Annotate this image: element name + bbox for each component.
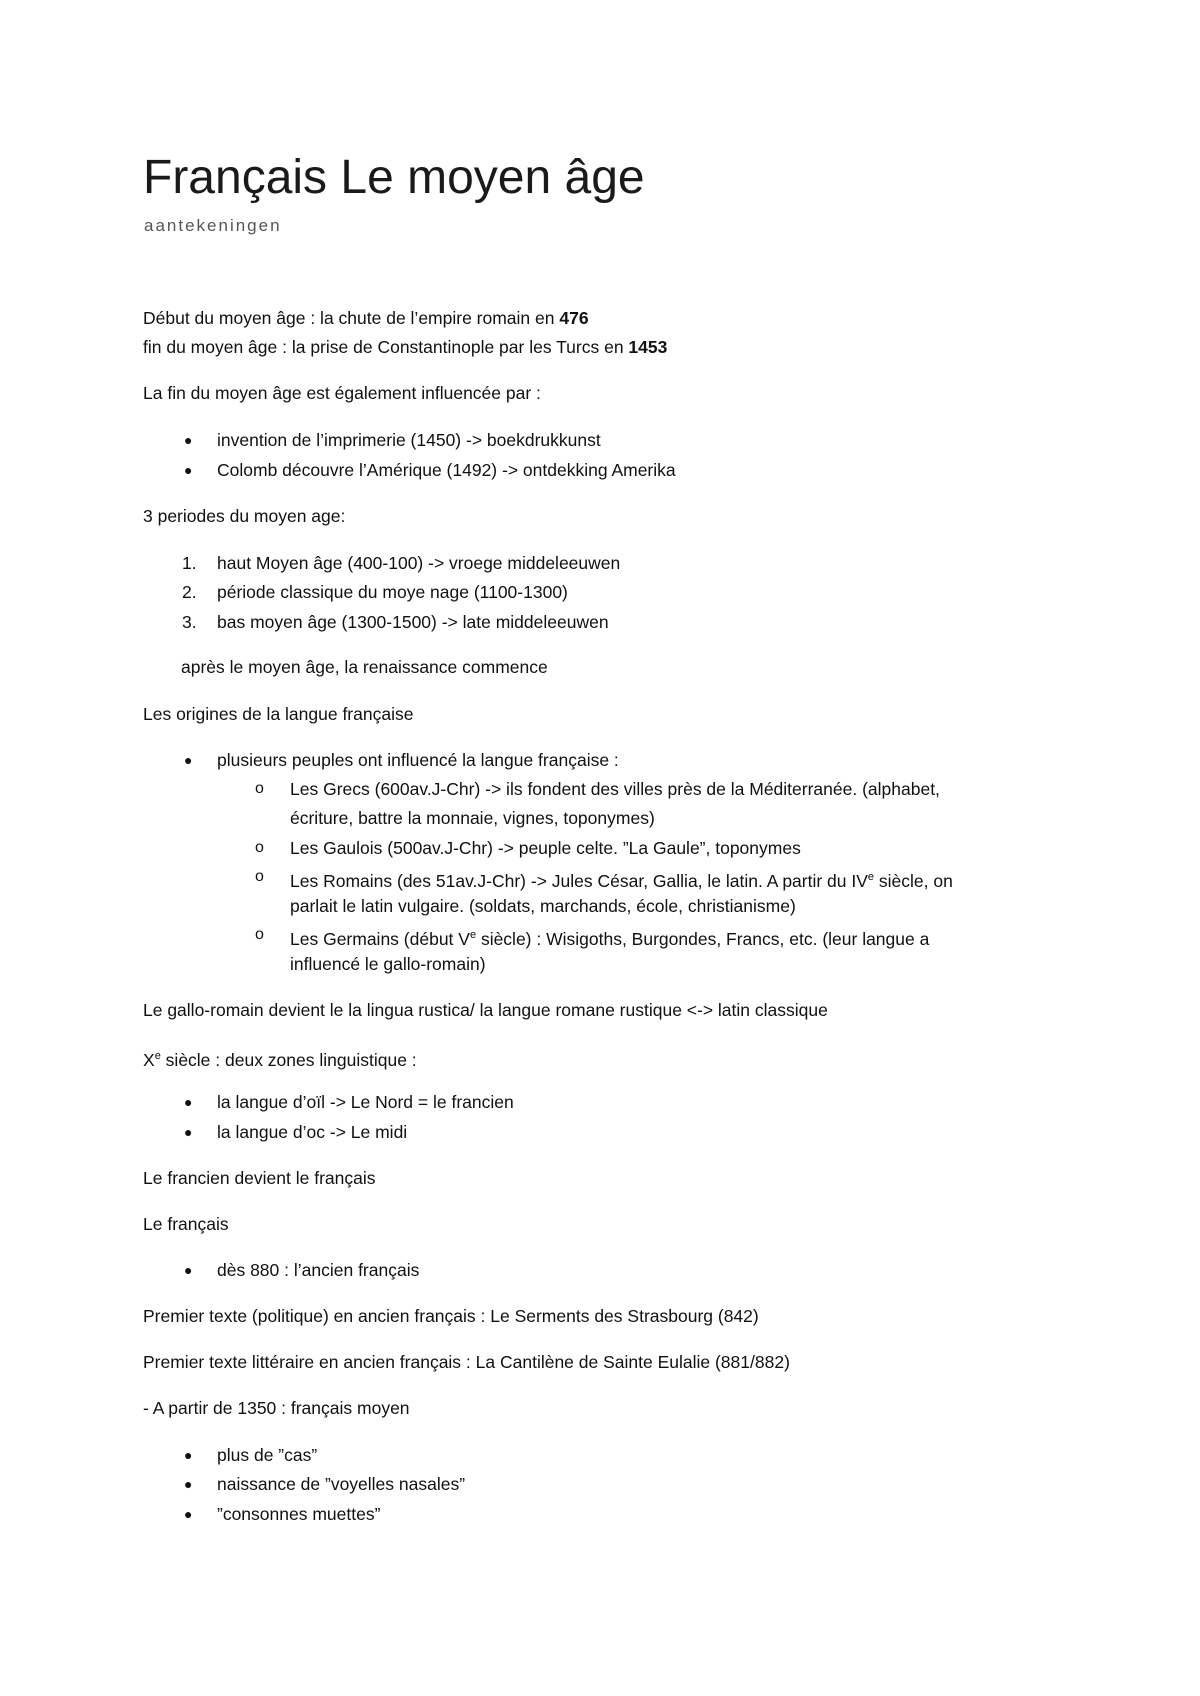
list-item: invention de l’imprimerie (1450) -> boekdrukkunst: [217, 430, 601, 450]
sub-item-continued: influencé le gallo-romain): [290, 954, 486, 974]
influence-heading: La fin du moyen âge est également influencée par :: [143, 383, 541, 403]
periodes-heading: 3 periodes du moyen age:: [143, 506, 346, 526]
superscript: e: [469, 929, 477, 941]
list-item: ”consonnes muettes”: [217, 1504, 381, 1524]
sub-item-text: Les Romains (des 51av.J-Chr) -> Jules César, Gallia, le latin. A partir du IV: [290, 870, 868, 891]
page-subtitle: aantekeningen: [144, 216, 282, 235]
bullet-icon: ●: [184, 1124, 193, 1140]
bullet-icon: ●: [184, 1476, 193, 1492]
circle-bullet-icon: o: [255, 926, 264, 943]
francien-line: Le francien devient le français: [143, 1168, 376, 1188]
list-item: plusieurs peuples ont influencé la langue française :: [217, 750, 619, 770]
gallo-line: Le gallo-romain devient le la lingua rustica/ la langue romane rustique <-> latin classique: [143, 1000, 828, 1020]
periodes-after: après le moyen âge, la renaissance commence: [181, 657, 548, 677]
debut-year: 476: [559, 308, 589, 328]
premier-litteraire-line: Premier texte littéraire en ancien français : La Cantilène de Sainte Eulalie (881/882): [143, 1352, 790, 1372]
circle-bullet-icon: o: [255, 839, 264, 856]
circle-bullet-icon: o: [255, 868, 264, 885]
sub-item-continued: parlait le latin vulgaire. (soldats, marchands, école, christianisme): [290, 896, 796, 916]
sub-item-text: siècle) : Wisigoths, Burgondes, Francs, etc. (leur langue a: [476, 928, 930, 949]
fin-year: 1453: [628, 337, 668, 357]
list-item: haut Moyen âge (400-100) -> vroege middeleeuwen: [217, 553, 621, 573]
sub-item: Les Grecs (600av.J-Chr) -> ils fondent des villes près de la Méditerranée. (alphabet,: [290, 779, 940, 799]
moyen-heading: - A partir de 1350 : français moyen: [143, 1398, 410, 1418]
bullet-icon: ●: [184, 462, 193, 478]
debut-line: [143, 306, 589, 330]
sub-item: [290, 923, 929, 951]
sub-item-text: Les Germains (début V: [290, 928, 470, 949]
sub-item-text: siècle, on: [874, 870, 953, 891]
list-item: naissance de ”voyelles nasales”: [217, 1474, 466, 1494]
list-item: bas moyen âge (1300-1500) -> late middeleeuwen: [217, 612, 609, 632]
fin-line: [143, 335, 667, 359]
list-item: période classique du moye nage (1100-1300): [217, 582, 568, 602]
sub-item: Les Gaulois (500av.J-Chr) -> peuple celte. ”La Gaule”, toponymes: [290, 838, 801, 858]
list-item: dès 880 : l’ancien français: [217, 1260, 420, 1280]
bullet-icon: ●: [184, 1094, 193, 1110]
bullet-icon: ●: [184, 1506, 193, 1522]
debut-text: Début du moyen âge : la chute de l’empire romain en: [143, 308, 560, 328]
superscript: e: [154, 1050, 161, 1062]
bullet-icon: ●: [184, 1447, 193, 1463]
zones-heading-text: X: [143, 1049, 155, 1070]
page-title: Français Le moyen âge: [143, 151, 645, 204]
francais-heading: Le français: [143, 1214, 229, 1234]
list-item: Colomb découvre l’Amérique (1492) -> ontdekking Amerika: [217, 460, 676, 480]
bullet-icon: ●: [184, 752, 193, 768]
origines-heading: Les origines de la langue française: [143, 704, 414, 724]
zones-heading: [143, 1044, 417, 1072]
list-item: la langue d’oïl -> Le Nord = le francien: [217, 1092, 514, 1112]
list-item: la langue d’oc -> Le midi: [217, 1122, 408, 1142]
circle-bullet-icon: o: [255, 780, 264, 797]
sub-item-continued: écriture, battre la monnaie, vignes, toponymes): [290, 808, 655, 828]
list-number: 3.: [182, 612, 197, 632]
list-item: plus de ”cas”: [217, 1445, 318, 1465]
list-number: 2.: [182, 582, 197, 602]
sub-item: [290, 865, 953, 893]
premier-politique-line: Premier texte (politique) en ancien français : Le Serments des Strasbourg (842): [143, 1306, 759, 1326]
list-number: 1.: [182, 553, 197, 573]
zones-heading-text: siècle : deux zones linguistique :: [160, 1049, 417, 1070]
bullet-icon: ●: [184, 432, 193, 448]
superscript: e: [867, 871, 875, 883]
bullet-icon: ●: [184, 1262, 193, 1278]
fin-text: fin du moyen âge : la prise de Constantinople par les Turcs en: [143, 337, 629, 357]
